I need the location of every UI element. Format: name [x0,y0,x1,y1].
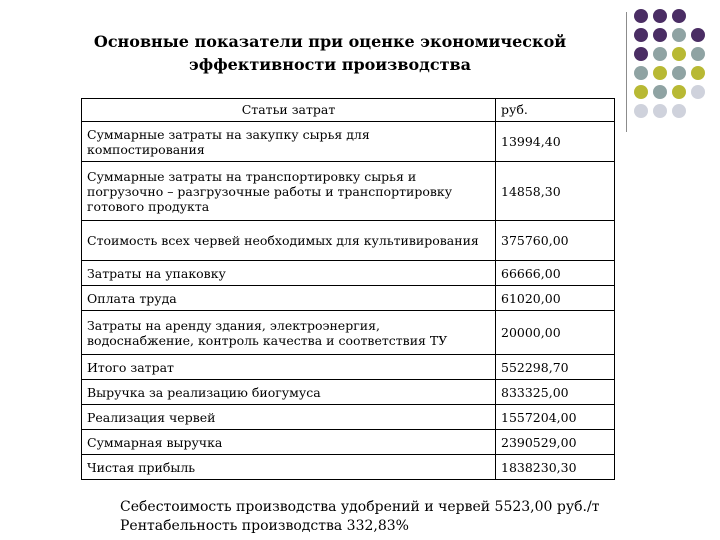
decor-dot [691,28,705,42]
table-row [82,380,615,405]
decor-dot [653,47,667,61]
row-value: 1557204,00 [496,405,615,430]
decor-dot [653,66,667,80]
row-item: Затраты на упаковку [82,261,496,286]
decor-dot [672,85,686,99]
decor-dot [691,47,705,61]
table-row [82,455,615,480]
table-row [82,430,615,455]
row-value: 14858,30 [496,162,615,221]
decor-dot [691,85,705,99]
decor-dot [634,28,648,42]
table-row [82,355,615,380]
row-item: Стоимость всех червей необходимых для культивирования [82,221,496,261]
decor-dot [634,85,648,99]
table-row [82,311,615,355]
decor-dot [653,104,667,118]
decor-dot [672,66,686,80]
header-item: Статьи затрат [82,99,496,122]
table-row [82,261,615,286]
row-item: Оплата труда [82,286,496,311]
decor-dot [634,47,648,61]
decor-dot [653,9,667,23]
row-value: 13994,40 [496,122,615,162]
row-item: Реализация червей [82,405,496,430]
decor-dot [691,66,705,80]
header-value: руб. [496,99,615,122]
row-item: Чистая прибыль [82,455,496,480]
decor-divider [626,12,627,132]
row-item: Затраты на аренду здания, электроэнергия, водоснабжение, контроль качества и соответствия ТУ [82,311,496,355]
profitability: Рентабельность производства 332,83% [120,518,409,534]
summary-footer [120,498,599,536]
table-row [82,221,615,261]
decor-dot [672,28,686,42]
decor-dot [653,85,667,99]
title-line-1: Основные показатели при оценке экономической [93,32,567,51]
cost-per-ton: Себестоимость производства удобрений и червей 5523,00 руб./т [120,499,600,515]
table-row [82,405,615,430]
row-value: 833325,00 [496,380,615,405]
cost-table [81,98,615,480]
row-item: Суммарные затраты на закупку сырья для компостирования [82,122,496,162]
decor-dot [634,66,648,80]
decor-dot [653,28,667,42]
decor-dot [634,104,648,118]
row-item: Суммарная выручка [82,430,496,455]
row-value: 1838230,30 [496,455,615,480]
table-row [82,122,615,162]
row-value: 552298,70 [496,355,615,380]
table-header-row [82,99,615,122]
page-title [80,30,580,76]
decor-dot [672,47,686,61]
decor-dot [672,9,686,23]
row-value: 61020,00 [496,286,615,311]
row-value: 2390529,00 [496,430,615,455]
row-item: Выручка за реализацию биогумуса [82,380,496,405]
row-item: Суммарные затраты на транспортировку сырья и погрузочно – разгрузочные работы и транспортировку готового продукта [82,162,496,221]
row-value: 375760,00 [496,221,615,261]
table-row [82,162,615,221]
table-row [82,286,615,311]
row-value: 66666,00 [496,261,615,286]
decor-dot-grid [634,9,716,127]
row-item: Итого затрат [82,355,496,380]
row-value: 20000,00 [496,311,615,355]
decor-dot [672,104,686,118]
title-line-2: эффективности производства [189,55,471,74]
decor-dot [634,9,648,23]
